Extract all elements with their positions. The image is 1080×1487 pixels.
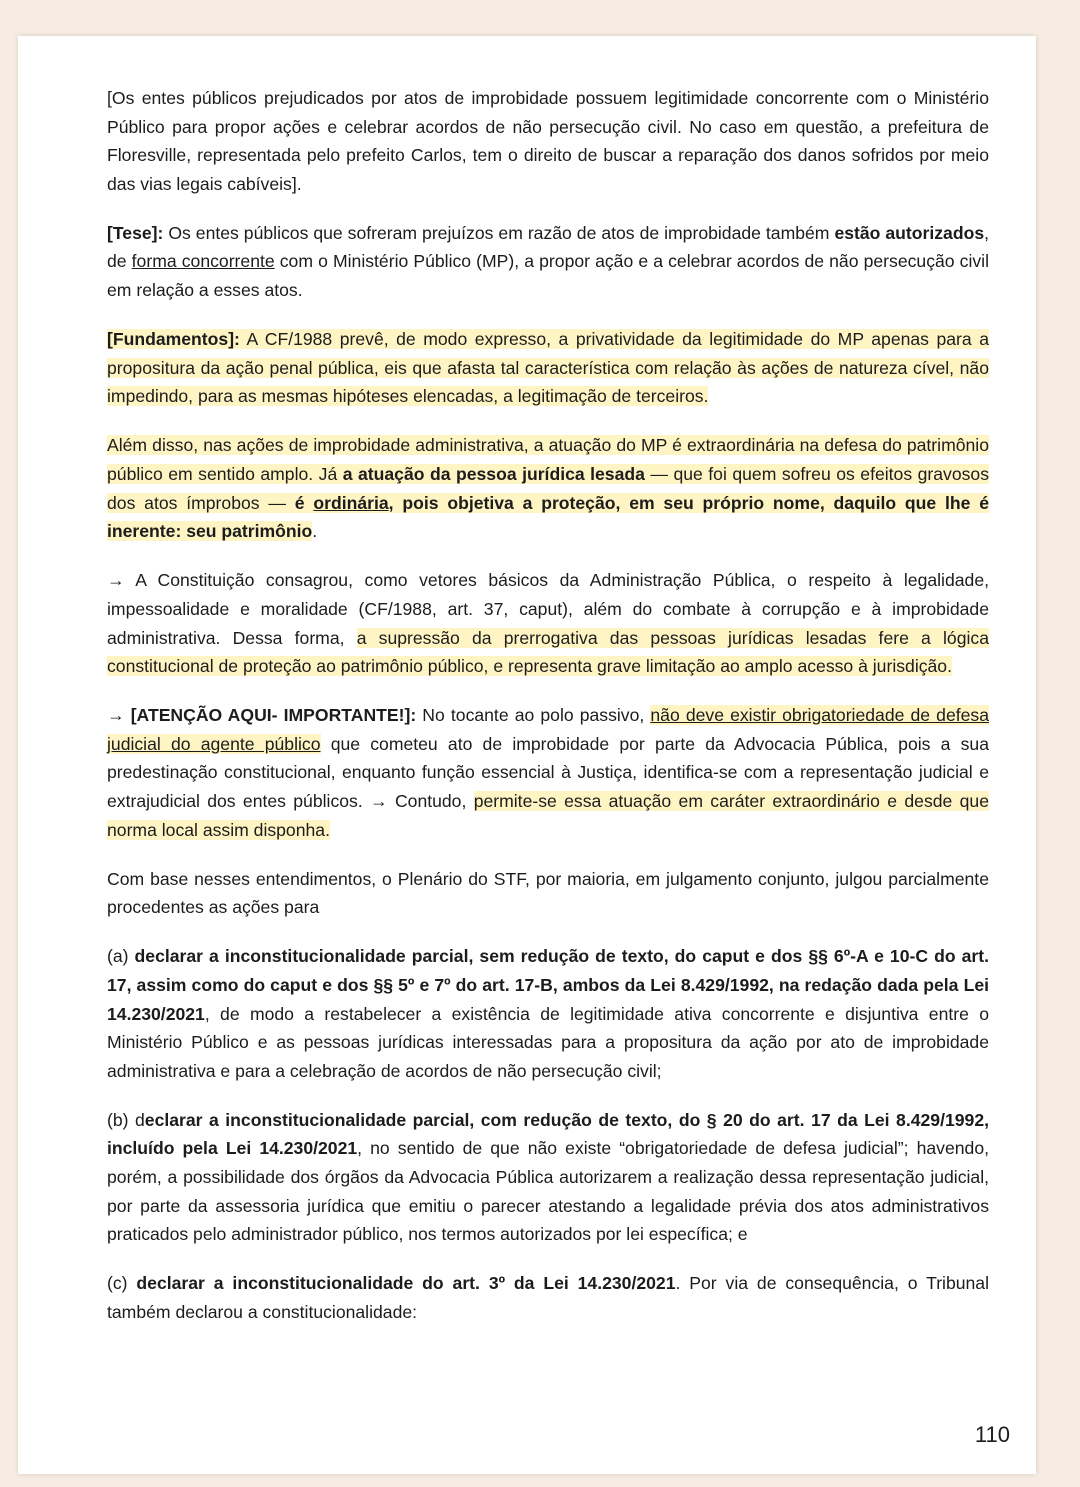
paragraph-fundamentos — [107, 325, 989, 411]
page-number: 110 — [974, 1422, 1010, 1447]
highlight: [Fundamentos]: A CF/1988 prevê, de modo expresso, a privatividade da legitimidade do MP apenas para a propositura da ação penal pública, eis que afasta tal característica com relação às ações de natureza cível, não impedindo, para as mesmas hipóteses elencadas, a legitimação de terceiros. — [107, 329, 989, 407]
highlight: Além disso, nas ações de improbidade administrativa, a atuação do MP é extraordinária na defesa do patrimônio público em sentido amplo. Já a atuação da pessoa jurídica lesada — que foi quem sofreu os efeitos gravosos dos atos ímprobos — é ordinária, pois objetiva a proteção, em seu próprio nome, daquilo que lhe é inerente: seu patrimônio — [107, 435, 989, 542]
tese-label: [Tese]: — [107, 222, 164, 243]
paragraph-item-b: (b) declarar a inconstitucionalidade parcial, com redução de texto, do § 20 do art. 17 da Lei 8.429/1992, incluído pela Lei 14.230/2021, no sentido de que não existe “obrigatoriedade de defesa judicial”; havendo, porém, a possibilidade dos órgãos da Advocacia Pública autorizarem a realização dessa representação judicial, por parte da assessoria jurídica que emitiu o parecer atestando a legalidade prévia dos atos administrativos praticados pelo administrador público, nos termos autorizados por lei específica; e — [107, 1109, 989, 1245]
highlight: a supressão da prerrogativa das pessoas jurídicas lesadas fere a lógica constitucional de proteção ao patrimônio público, e representa grave limitação ao amplo acesso à jurisdição. — [107, 627, 989, 677]
atencao-label: → [ATENÇÃO AQUI- IMPORTANTE!]: — [107, 705, 417, 726]
page-content — [107, 84, 989, 1347]
paragraph-plenario: Com base nesses entendimentos, o Plenário do STF, por maioria, em julgamento conjunto, julgou parcialmente procedentes as ações para — [107, 868, 989, 918]
highlight: permite-se essa atuação em caráter extraordinário e desde que norma local assim disponha. — [107, 790, 989, 840]
document-page — [18, 36, 1036, 1474]
paragraph-constituicao: → A Constituição consagrou, como vetores básicos da Administração Pública, o respeito à legalidade, impessoalidade e moralidade (CF/1988, art. 37, caput), além do combate à corrupção e à improbidade administrativa. Dessa forma, a supressão da prerrogativa das pessoas jurídicas lesadas fere a lógica constitucional de proteção ao patrimônio público, e representa grave limitação ao amplo acesso à jurisdição. — [107, 570, 989, 677]
paragraph-atencao: → [ATENÇÃO AQUI- IMPORTANTE!]: No tocante ao polo passivo, não deve existir obrigatoriedade de defesa judicial do agente público que cometeu ato de improbidade por parte da Advocacia Pública, pois a sua predestinação constitucional, enquanto função essencial à Justiça, identifica-se com a representação judicial e extrajudicial dos entes públicos. → Contudo, permite-se essa atuação em caráter extraordinário e desde que norma local assim disponha. — [107, 705, 989, 840]
paragraph-item-a: (a) declarar a inconstitucionalidade parcial, sem redução de texto, do caput e dos §§ 6º-A e 10-C do art. 17, assim como do caput e dos §§ 5º e 7º do art. 17-B, ambos da Lei 8.429/1992, na redação dada pela Lei 14.230/2021, de modo a restabelecer a existência de legitimidade ativa concorrente e disjuntiva entre o Ministério Público e as pessoas jurídicas interessadas para a propositura da ação por ato de improbidade administrativa e para a celebração de acordos de não persecução civil; — [107, 946, 989, 1081]
paragraph-item-c: (c) declarar a inconstitucionalidade do art. 3º da Lei 14.230/2021. Por via de consequência, o Tribunal também declarou a constitucionalidade: — [107, 1273, 990, 1322]
paragraph-summary: [Os entes públicos prejudicados por atos de improbidade possuem legitimidade concorrente com o Ministério Público para propor ações e celebrar acordos de não persecução civil. No caso em questão, a prefeitura de Floresville, representada pelo prefeito Carlos, tem o direito de buscar a reparação dos danos sofridos por meio das vias legais cabíveis]. — [107, 88, 989, 194]
paragraph-atuacao: Além disso, nas ações de improbidade administrativa, a atuação do MP é extraordinária na defesa do patrimônio público em sentido amplo. Já a atuação da pessoa jurídica lesada — que foi quem sofreu os efeitos gravosos dos atos ímprobos — é ordinária, pois objetiva a proteção, em seu próprio nome, daquilo que lhe é inerente: seu patrimônio. — [107, 435, 989, 542]
highlight: não deve existir obrigatoriedade de defesa judicial do agente público — [107, 705, 989, 754]
paragraph-tese: [Tese]: Os entes públicos que sofreram prejuízos em razão de atos de improbidade também estão autorizados, de forma concorrente com o Ministério Público (MP), a propor ação e a celebrar acordos de não persecução civil em relação a esses atos. — [107, 222, 989, 301]
fundamentos-label: [Fundamentos]: — [107, 329, 240, 350]
